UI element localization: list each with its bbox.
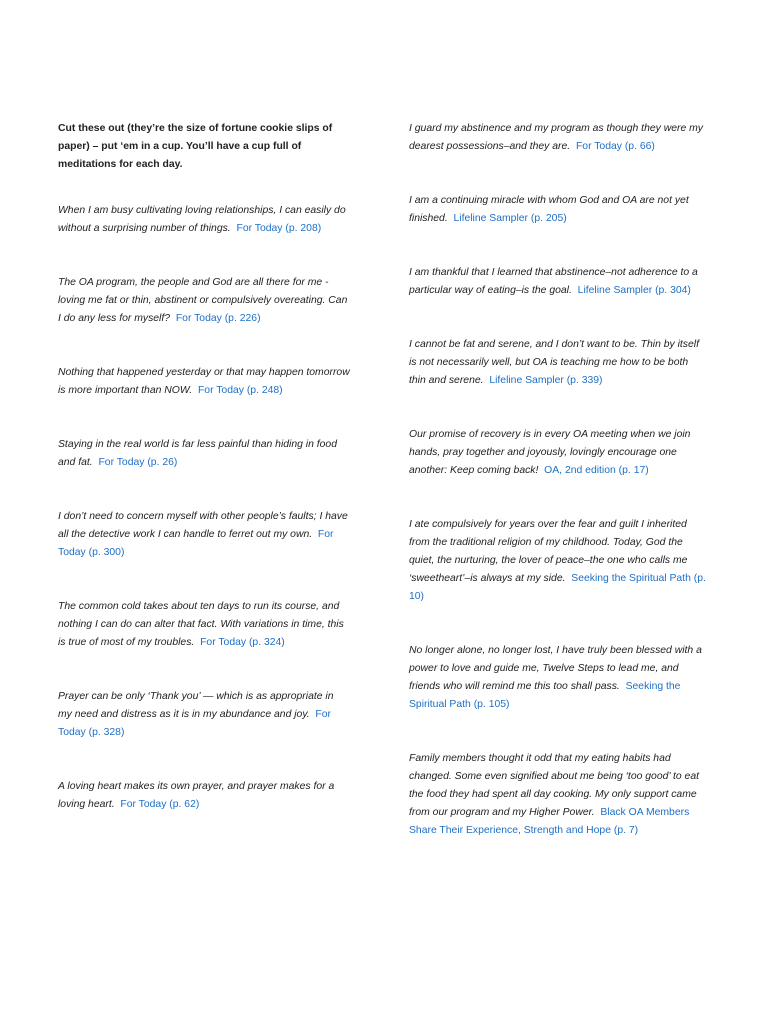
quote-item <box>409 750 706 840</box>
quote-item <box>58 274 350 328</box>
quote-item <box>409 336 706 390</box>
quote-source-link[interactable]: For Today (p. 62) <box>120 799 200 810</box>
quote-text: Family members thought it odd that my eating habits had changed. Some even signified about me being ‘too good’ to eat the food they had spent all day cooking. My only support came from our program and my Higher Power. <box>409 753 699 818</box>
quote-item <box>409 426 706 480</box>
quote-text: I don’t need to concern myself with other people’s faults; I have all the detective work I can handle to ferret out my own. <box>58 511 348 540</box>
quote-source-link[interactable]: For Today (p. 226) <box>175 313 261 324</box>
quote-source-link[interactable]: Lifeline Sampler (p. 339) <box>489 375 603 386</box>
quote-text: Nothing that happened yesterday or that may happen tomorrow is more important than NOW. <box>58 367 350 396</box>
quote-item <box>409 642 706 714</box>
quote-source-link[interactable]: For Today (p. 26) <box>98 457 178 468</box>
quote-text: The OA program, the people and God are all there for me - loving me fat or thin, abstinent or compulsively overeating. Can I do any less for myself? <box>58 277 348 324</box>
quote-item <box>58 598 350 652</box>
quote-item <box>58 778 350 814</box>
quote-source-link[interactable]: OA, 2nd edition (p. 17) <box>544 465 649 476</box>
quote-text: Prayer can be only ‘Thank you’ — which is as appropriate in my need and distress as it is in my abundance and joy. <box>58 691 334 720</box>
quote-item <box>58 508 350 562</box>
quote-source-link[interactable]: Black OA Members Share Their Experience, Strength and Hope (p. 7) <box>409 807 690 836</box>
quote-item <box>409 516 706 606</box>
quote-source-link[interactable]: For Today (p. 208) <box>236 223 322 234</box>
quote-item <box>58 436 350 472</box>
quote-text: The common cold takes about ten days to run its course, and nothing I can do can alter that fact. With variations in time, this is true of most of my troubles. <box>58 601 344 648</box>
quote-text: No longer alone, no longer lost, I have truly been blessed with a power to love and guide me, Twelve Steps to lead me, and friends who will remind me this too shall pass. <box>409 645 702 692</box>
quote-text: Our promise of recovery is in every OA meeting when we join hands, pray together and joyously, lovingly encourage one another: Keep coming back! <box>409 429 691 476</box>
right-column <box>409 120 706 876</box>
quote-text: I cannot be fat and serene, and I don’t want to be. Thin by itself is not necessarily well, but OA is teaching me how to be both thin and serene. <box>409 339 699 386</box>
quote-source-link[interactable]: Lifeline Sampler (p. 304) <box>577 285 691 296</box>
quote-text: When I am busy cultivating loving relationships, I can easily do without a surprising number of things. <box>58 205 346 234</box>
quote-item <box>409 120 706 156</box>
quote-text: I ate compulsively for years over the fear and guilt I inherited from the traditional religion of my childhood. Today, God the quiet, the nurturing, the lover of peace–the one who calls me ‘sweetheart’–is always at my side. <box>409 519 688 584</box>
quote-text: I guard my abstinence and my program as though they were my dearest possessions–and they are. <box>409 123 703 152</box>
left-column <box>58 120 350 850</box>
quote-source-link[interactable]: For Today (p. 248) <box>197 385 283 396</box>
quote-text: Staying in the real world is far less painful than hiding in food and fat. <box>58 439 337 468</box>
quote-source-link[interactable]: Seeking the Spiritual Path (p. 105) <box>409 681 681 710</box>
quote-text: I am a continuing miracle with whom God and OA are not yet finished. <box>409 195 689 224</box>
quote-source-link[interactable]: For Today (p. 324) <box>200 637 285 648</box>
intro-instructions: Cut these out (they’re the size of fortune cookie slips of paper) – put ‘em in a cup. You’ll have a cup full of meditations for each day. <box>58 123 333 170</box>
quote-source-link[interactable]: For Today (p. 300) <box>58 529 334 558</box>
quote-item <box>58 688 350 742</box>
quote-source-link[interactable]: Seeking the Spiritual Path (p. 10) <box>409 573 706 602</box>
quote-text: I am thankful that I learned that abstinence–not adherence to a particular way of eating–is the goal. <box>409 267 698 296</box>
quote-item <box>409 264 706 300</box>
quote-text: A loving heart makes its own prayer, and prayer makes for a loving heart. <box>58 781 335 810</box>
quote-item <box>58 202 350 238</box>
quote-item <box>58 364 350 400</box>
quote-source-link[interactable]: For Today (p. 66) <box>575 141 655 152</box>
quote-source-link[interactable]: Lifeline Sampler (p. 205) <box>453 213 567 224</box>
quote-source-link[interactable]: For Today (p. 328) <box>58 709 332 738</box>
quote-item <box>409 192 706 228</box>
